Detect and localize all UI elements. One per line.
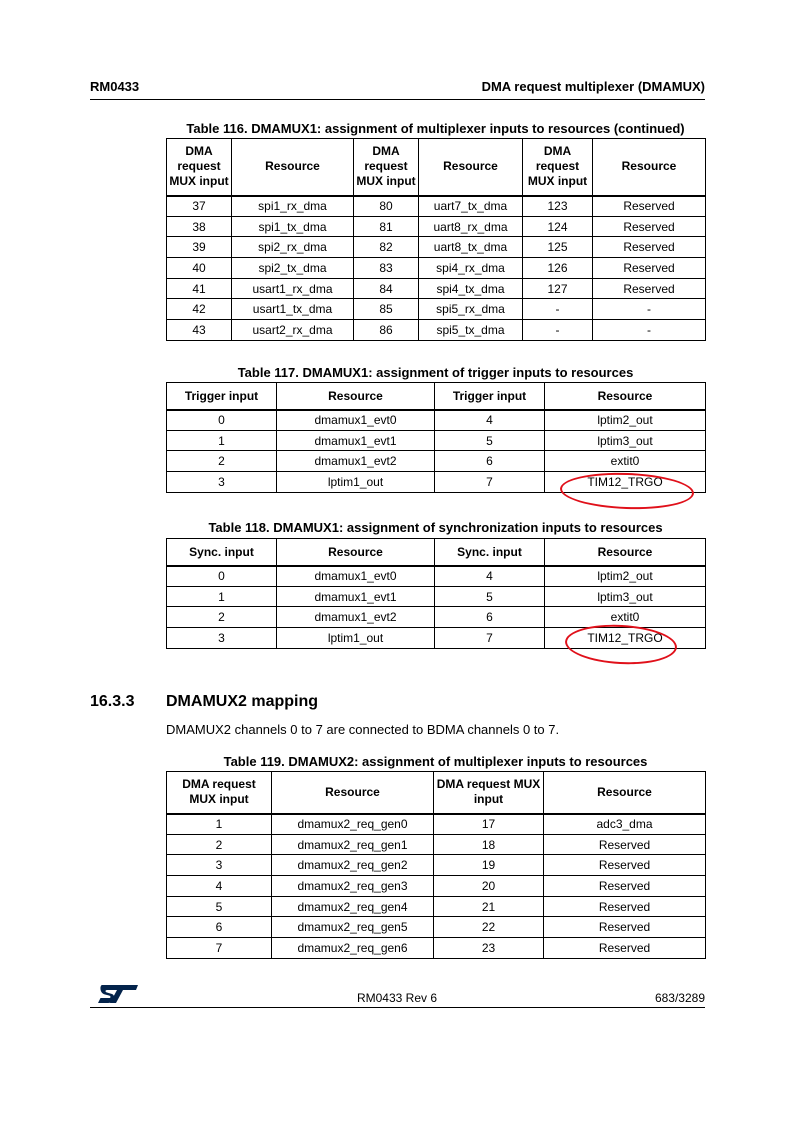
table-cell: uart8_tx_dma bbox=[419, 237, 523, 258]
table-cell: 39 bbox=[167, 237, 232, 258]
table-row bbox=[167, 586, 706, 607]
table-cell: 124 bbox=[523, 216, 593, 237]
table-cell: uart7_tx_dma bbox=[419, 196, 523, 217]
table-row bbox=[167, 299, 706, 320]
table-row bbox=[167, 876, 706, 897]
table-cell: extit0 bbox=[545, 607, 706, 628]
table-row bbox=[167, 566, 706, 587]
table-cell: lptim1_out bbox=[277, 472, 435, 493]
table-118-caption: Table 118. DMAMUX1: assignment of synchronization inputs to resources bbox=[208, 520, 663, 535]
table-cell: 4 bbox=[167, 876, 272, 897]
table-cell: 80 bbox=[354, 196, 419, 217]
header-section-title: DMA request multiplexer (DMAMUX) bbox=[481, 79, 705, 94]
table-cell: 123 bbox=[523, 196, 593, 217]
table-row bbox=[167, 814, 706, 835]
table-cell: dmamux2_req_gen0 bbox=[272, 814, 434, 835]
table-cell: Reserved bbox=[593, 258, 706, 279]
section-number: 16.3.3 bbox=[90, 693, 135, 710]
table-cell: 3 bbox=[167, 855, 272, 876]
table-row bbox=[167, 278, 706, 299]
table-cell: 84 bbox=[354, 278, 419, 299]
table-cell: - bbox=[523, 299, 593, 320]
table-cell: 0 bbox=[167, 410, 277, 431]
table-header-row bbox=[167, 539, 706, 566]
table-cell: 43 bbox=[167, 320, 232, 341]
table-cell: 126 bbox=[523, 258, 593, 279]
column-header: Resource bbox=[277, 539, 435, 566]
column-header: DMA request MUX input bbox=[167, 139, 232, 196]
table-cell: spi1_tx_dma bbox=[232, 216, 354, 237]
table-cell: 20 bbox=[434, 876, 544, 897]
column-header: Resource bbox=[272, 772, 434, 814]
table-cell: 23 bbox=[434, 938, 544, 959]
table-cell: 21 bbox=[434, 896, 544, 917]
table-cell: 2 bbox=[167, 834, 272, 855]
table-cell: spi5_tx_dma bbox=[419, 320, 523, 341]
column-header: Trigger input bbox=[167, 383, 277, 410]
table-cell: 37 bbox=[167, 196, 232, 217]
table-cell: dmamux2_req_gen3 bbox=[272, 876, 434, 897]
table-row bbox=[167, 430, 706, 451]
table-cell: 6 bbox=[435, 451, 545, 472]
table-cell: 86 bbox=[354, 320, 419, 341]
table-cell: 6 bbox=[435, 607, 545, 628]
table-cell: 85 bbox=[354, 299, 419, 320]
table-117-caption: Table 117. DMAMUX1: assignment of trigger inputs to resources bbox=[237, 365, 634, 380]
table-cell: 2 bbox=[167, 451, 277, 472]
table-cell: extit0 bbox=[545, 451, 706, 472]
table-cell: usart2_rx_dma bbox=[232, 320, 354, 341]
table-cell: lptim2_out bbox=[545, 410, 706, 431]
table-row bbox=[167, 834, 706, 855]
section-paragraph: DMAMUX2 channels 0 to 7 are connected to BDMA channels 0 to 7. bbox=[166, 722, 560, 737]
column-header: Sync. input bbox=[435, 539, 545, 566]
table-cell: Reserved bbox=[544, 876, 706, 897]
table-cell: spi4_tx_dma bbox=[419, 278, 523, 299]
table-cell: 0 bbox=[167, 566, 277, 587]
table-cell: dmamux1_evt2 bbox=[277, 451, 435, 472]
table-cell: 6 bbox=[167, 917, 272, 938]
table-cell: 81 bbox=[354, 216, 419, 237]
header-doc-id: RM0433 bbox=[90, 79, 140, 94]
table-116-caption: Table 116. DMAMUX1: assignment of multiplexer inputs to resources (continued) bbox=[186, 121, 685, 136]
table-cell: 7 bbox=[435, 628, 545, 649]
table-row bbox=[167, 320, 706, 341]
table-cell: spi2_tx_dma bbox=[232, 258, 354, 279]
table-cell: dmamux1_evt1 bbox=[277, 430, 435, 451]
footer-revision: RM0433 Rev 6 bbox=[356, 991, 438, 1005]
table-cell: dmamux1_evt0 bbox=[277, 410, 435, 431]
column-header: DMA request MUX input bbox=[354, 139, 419, 196]
table-cell: 3 bbox=[167, 628, 277, 649]
table-cell: Reserved bbox=[593, 278, 706, 299]
table-cell: Reserved bbox=[544, 896, 706, 917]
table-cell: 1 bbox=[167, 586, 277, 607]
table-header-row bbox=[167, 772, 706, 814]
column-header: Resource bbox=[593, 139, 706, 196]
table-119 bbox=[166, 771, 706, 959]
column-header: Resource bbox=[419, 139, 523, 196]
table-cell: - bbox=[523, 320, 593, 341]
table-cell: Reserved bbox=[544, 834, 706, 855]
table-cell: dmamux2_req_gen5 bbox=[272, 917, 434, 938]
table-cell: 5 bbox=[435, 586, 545, 607]
table-cell: 17 bbox=[434, 814, 544, 835]
footer-divider bbox=[90, 1007, 705, 1008]
table-cell: lptim3_out bbox=[545, 430, 706, 451]
table-cell: 3 bbox=[167, 472, 277, 493]
column-header: Trigger input bbox=[435, 383, 545, 410]
table-row bbox=[167, 410, 706, 431]
section-title: DMAMUX2 mapping bbox=[166, 693, 318, 710]
table-cell: 1 bbox=[167, 814, 272, 835]
table-row bbox=[167, 258, 706, 279]
table-cell: lptim3_out bbox=[545, 586, 706, 607]
column-header: Resource bbox=[544, 772, 706, 814]
table-row bbox=[167, 196, 706, 217]
table-row bbox=[167, 896, 706, 917]
table-cell: usart1_rx_dma bbox=[232, 278, 354, 299]
table-row bbox=[167, 237, 706, 258]
table-cell: Reserved bbox=[544, 917, 706, 938]
table-cell: spi4_rx_dma bbox=[419, 258, 523, 279]
table-row bbox=[167, 216, 706, 237]
table-cell: TIM12_TRGO bbox=[545, 628, 706, 649]
table-cell: lptim2_out bbox=[545, 566, 706, 587]
table-cell: 19 bbox=[434, 855, 544, 876]
table-cell: 82 bbox=[354, 237, 419, 258]
table-cell: dmamux1_evt0 bbox=[277, 566, 435, 587]
table-cell: 5 bbox=[435, 430, 545, 451]
table-cell: 2 bbox=[167, 607, 277, 628]
table-cell: 22 bbox=[434, 917, 544, 938]
table-cell: adc3_dma bbox=[544, 814, 706, 835]
table-116 bbox=[166, 138, 706, 341]
table-row bbox=[167, 917, 706, 938]
table-cell: 40 bbox=[167, 258, 232, 279]
table-row bbox=[167, 451, 706, 472]
column-header: DMA request MUX input bbox=[434, 772, 544, 814]
table-cell: Reserved bbox=[544, 938, 706, 959]
table-cell: 42 bbox=[167, 299, 232, 320]
table-cell: dmamux2_req_gen2 bbox=[272, 855, 434, 876]
table-header-row bbox=[167, 139, 706, 196]
table-cell: dmamux2_req_gen6 bbox=[272, 938, 434, 959]
table-cell: uart8_rx_dma bbox=[419, 216, 523, 237]
table-cell: 1 bbox=[167, 430, 277, 451]
column-header: Sync. input bbox=[167, 539, 277, 566]
table-cell: 125 bbox=[523, 237, 593, 258]
table-cell: dmamux1_evt1 bbox=[277, 586, 435, 607]
column-header: DMA request MUX input bbox=[523, 139, 593, 196]
table-cell: 41 bbox=[167, 278, 232, 299]
table-cell: dmamux2_req_gen4 bbox=[272, 896, 434, 917]
table-row bbox=[167, 855, 706, 876]
table-cell: 38 bbox=[167, 216, 232, 237]
table-header-row bbox=[167, 383, 706, 410]
table-cell: spi1_rx_dma bbox=[232, 196, 354, 217]
table-cell: 4 bbox=[435, 410, 545, 431]
table-cell: spi5_rx_dma bbox=[419, 299, 523, 320]
table-cell: usart1_tx_dma bbox=[232, 299, 354, 320]
table-cell: Reserved bbox=[544, 855, 706, 876]
column-header: Resource bbox=[545, 383, 706, 410]
table-cell: Reserved bbox=[593, 196, 706, 217]
table-cell: TIM12_TRGO bbox=[545, 472, 706, 493]
table-cell: Reserved bbox=[593, 237, 706, 258]
table-cell: dmamux1_evt2 bbox=[277, 607, 435, 628]
header-divider bbox=[90, 99, 705, 100]
table-cell: 5 bbox=[167, 896, 272, 917]
table-119-caption: Table 119. DMAMUX2: assignment of multiplexer inputs to resources bbox=[223, 754, 648, 769]
table-cell: 7 bbox=[435, 472, 545, 493]
table-cell: spi2_rx_dma bbox=[232, 237, 354, 258]
table-cell: 127 bbox=[523, 278, 593, 299]
footer-page-number: 683/3289 bbox=[654, 991, 705, 1005]
column-header: Resource bbox=[277, 383, 435, 410]
table-cell: - bbox=[593, 320, 706, 341]
table-cell: 83 bbox=[354, 258, 419, 279]
column-header: Resource bbox=[232, 139, 354, 196]
table-cell: 7 bbox=[167, 938, 272, 959]
table-cell: lptim1_out bbox=[277, 628, 435, 649]
table-cell: 4 bbox=[435, 566, 545, 587]
table-cell: 18 bbox=[434, 834, 544, 855]
column-header: Resource bbox=[545, 539, 706, 566]
table-cell: dmamux2_req_gen1 bbox=[272, 834, 434, 855]
table-cell: Reserved bbox=[593, 216, 706, 237]
column-header: DMA request MUX input bbox=[167, 772, 272, 814]
table-row bbox=[167, 938, 706, 959]
table-cell: - bbox=[593, 299, 706, 320]
